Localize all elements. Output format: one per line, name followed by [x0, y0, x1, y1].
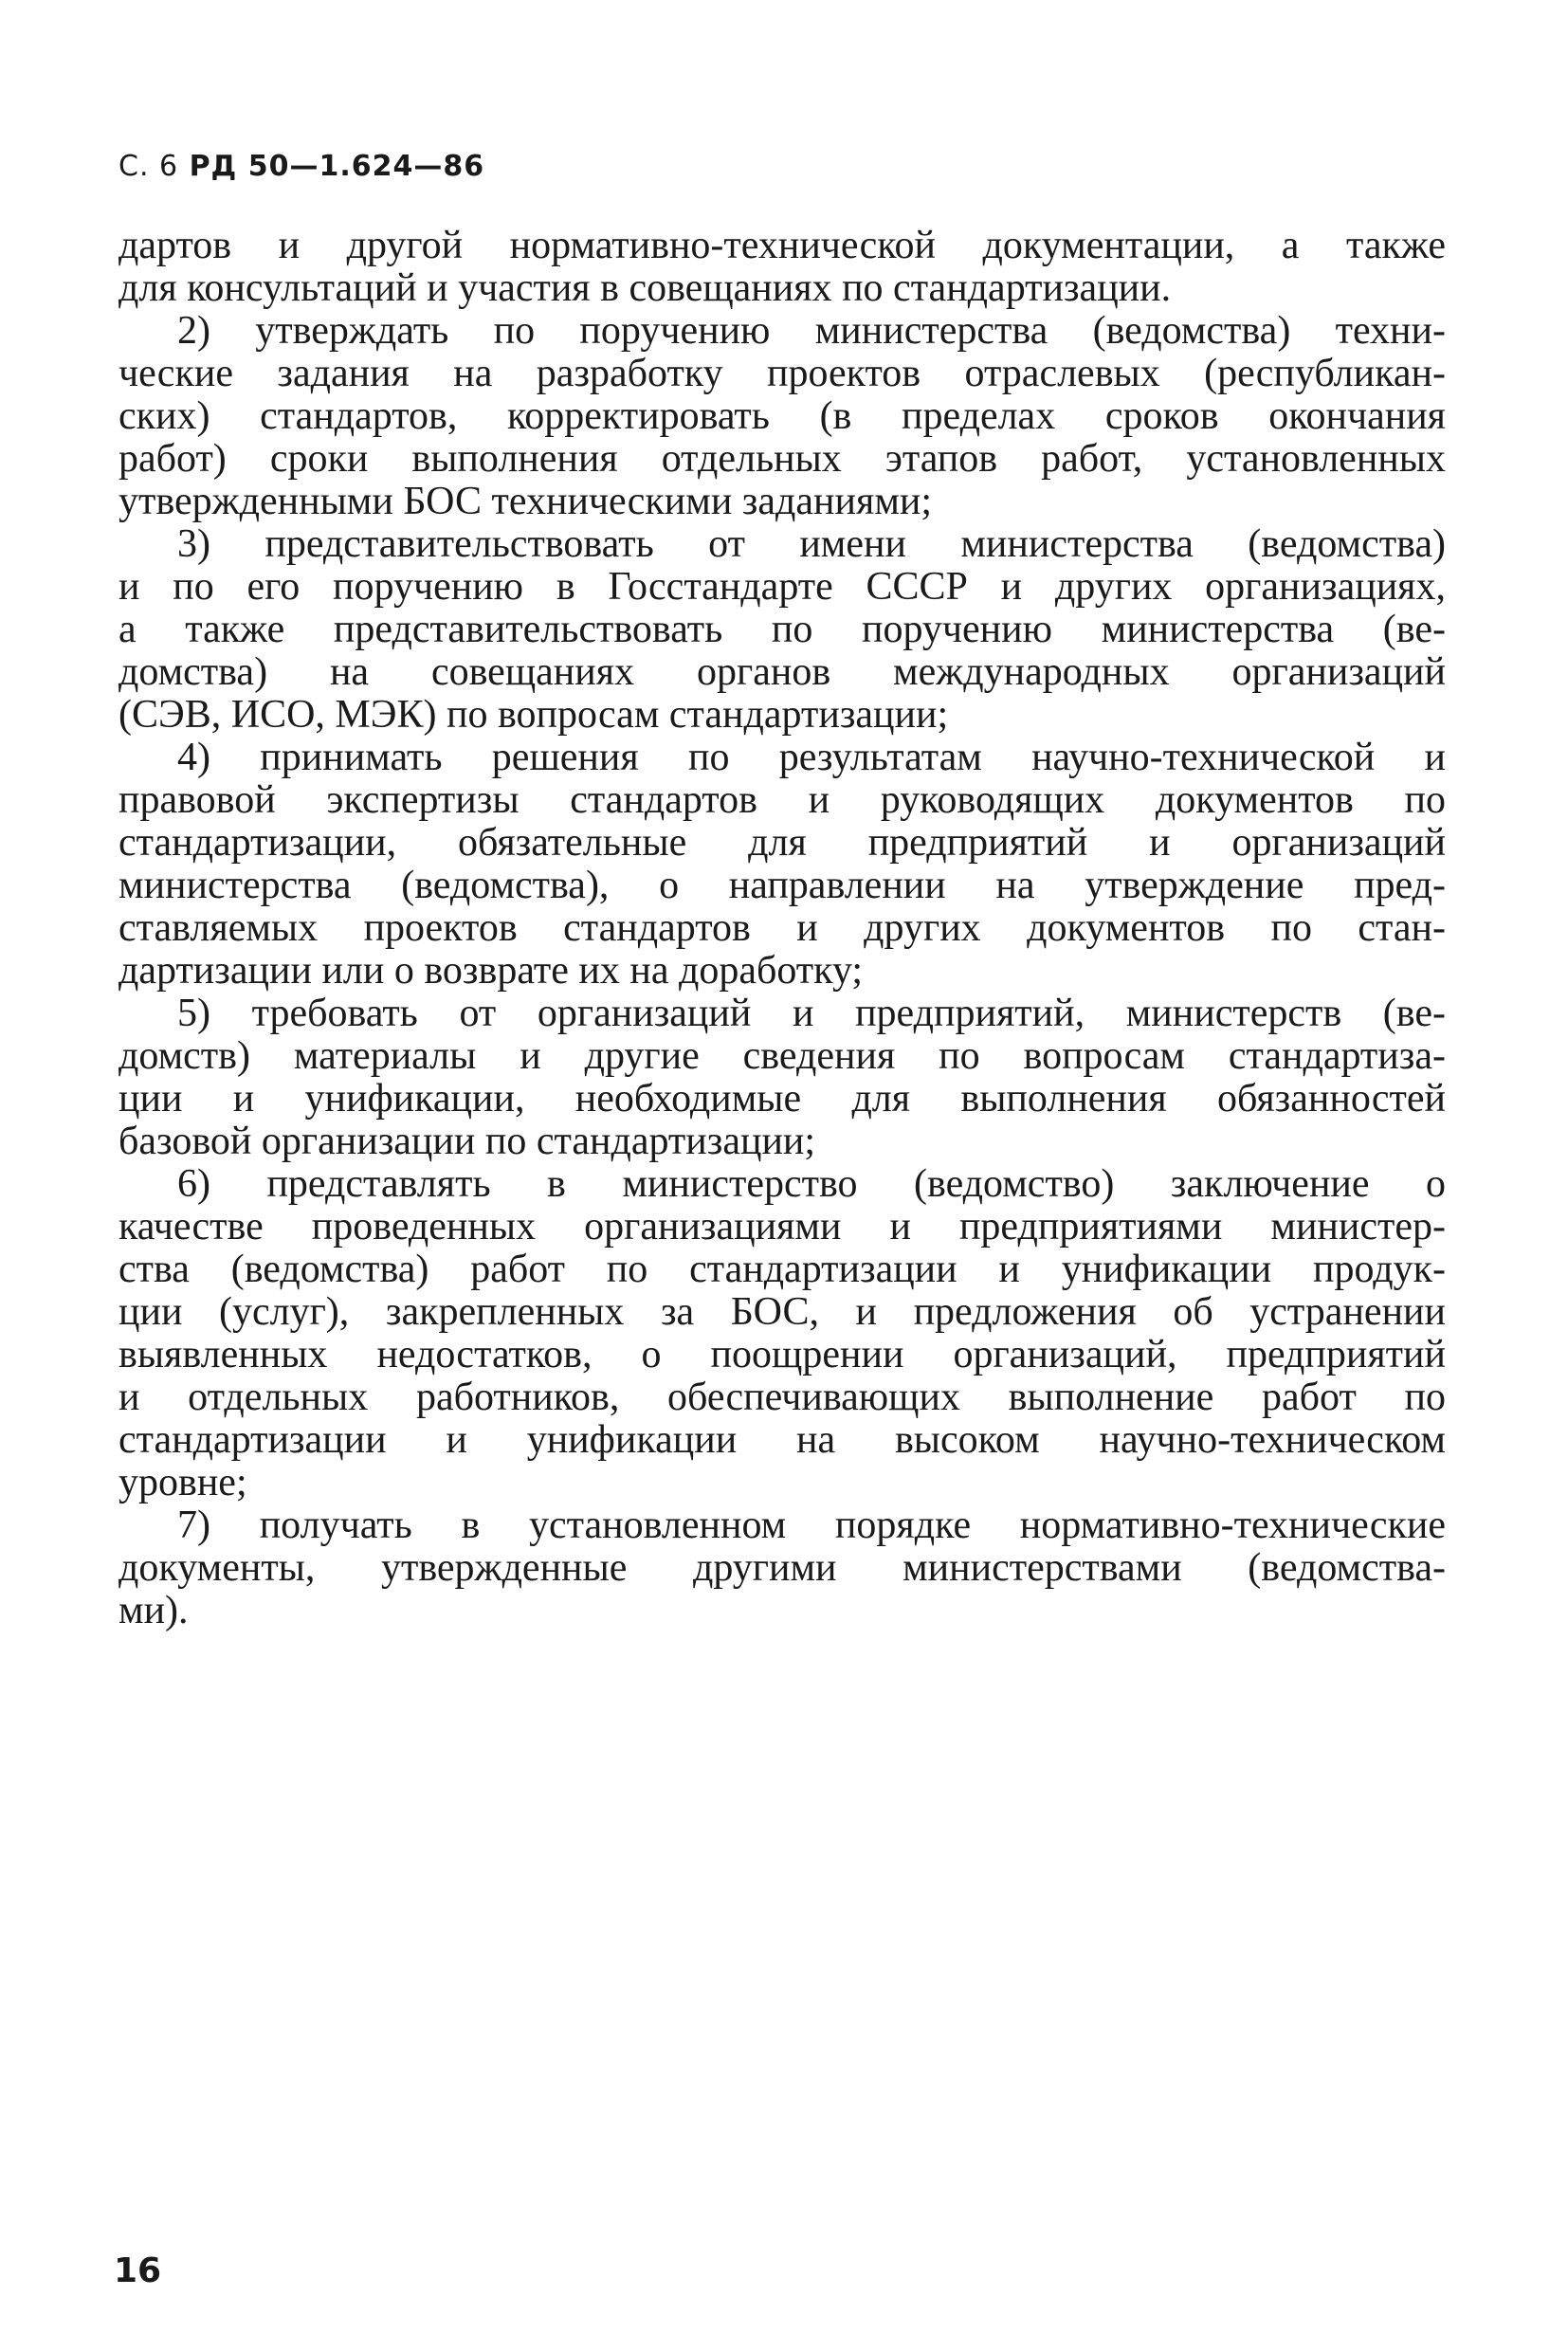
text-line: (СЭВ, ИСО, МЭК) по вопросам стандартизации;	[119, 694, 949, 737]
text-line: и отдельных работников, обеспечивающих выполнение работ по	[119, 1376, 1446, 1419]
text-line: 6) представлять в министерство (ведомство) заключение о	[177, 1163, 1446, 1206]
text-line: ции и унификации, необходимые для выполнения обязанностей	[119, 1078, 1446, 1121]
text-line: 2) утверждать по поручению министерства (ведомства) техни-	[177, 310, 1446, 353]
page-number: 16	[114, 2251, 162, 2290]
text-line: 4) принимать решения по результатам научно-технической и	[177, 737, 1446, 779]
text-line: стандартизации, обязательные для предприятий и организаций	[119, 822, 1446, 865]
text-line: дартов и другой нормативно-технической документации, а также	[119, 225, 1446, 267]
text-line: 5) требовать от организаций и предприятий, министерств (ве-	[177, 993, 1446, 1035]
text-line: утвержденными БОС техническими заданиями;	[119, 481, 933, 523]
text-line: выявленных недостатков, о поощрении организаций, предприятий	[119, 1334, 1446, 1376]
text-line: документы, утвержденные другими министерствами (ведомства-	[119, 1547, 1446, 1590]
text-line: качестве проведенных организациями и предприятиями министер-	[119, 1206, 1446, 1248]
text-line: уровне;	[119, 1462, 247, 1504]
text-line: домства) на совещаниях органов международных организаций	[119, 651, 1446, 694]
text-line: 7) получать в установленном порядке нормативно-технические	[177, 1504, 1446, 1547]
text-line: ции (услуг), закрепленных за БОС, и предложения об устранении	[119, 1291, 1446, 1334]
text-line: стандартизации и унификации на высоком научно-техническом	[119, 1419, 1446, 1462]
page-label: С. 6	[119, 150, 179, 183]
running-header	[119, 150, 484, 183]
body-text	[119, 225, 1446, 1632]
text-line: правовой экспертизы стандартов и руководящих документов по	[119, 779, 1446, 822]
text-line: министерства (ведомства), о направлении на утверждение пред-	[119, 865, 1446, 907]
text-line: базовой организации по стандартизации;	[119, 1121, 816, 1163]
text-line: ставляемых проектов стандартов и других документов по стан-	[119, 907, 1446, 950]
text-line: ческие задания на разработку проектов отраслевых (республикан-	[119, 353, 1446, 395]
text-line: а также представительствовать по поручению министерства (ве-	[119, 609, 1446, 651]
text-line: ми).	[119, 1590, 189, 1632]
text-line: ских) стандартов, корректировать (в пределах сроков окончания	[119, 395, 1446, 438]
text-line: ства (ведомства) работ по стандартизации и унификации продук-	[119, 1248, 1446, 1291]
text-line: для консультаций и участия в совещаниях по стандартизации.	[119, 267, 1172, 310]
text-line: и по его поручению в Госстандарте СССР и других организациях,	[119, 566, 1446, 609]
document-code: РД 50—1.624—86	[189, 150, 485, 183]
text-line: 3) представительствовать от имени министерства (ведомства)	[177, 523, 1446, 566]
text-line: домств) материалы и другие сведения по вопросам стандартиза-	[119, 1035, 1446, 1078]
text-line: дартизации или о возврате их на доработку;	[119, 950, 864, 993]
text-line: работ) сроки выполнения отдельных этапов работ, установленных	[119, 438, 1446, 481]
